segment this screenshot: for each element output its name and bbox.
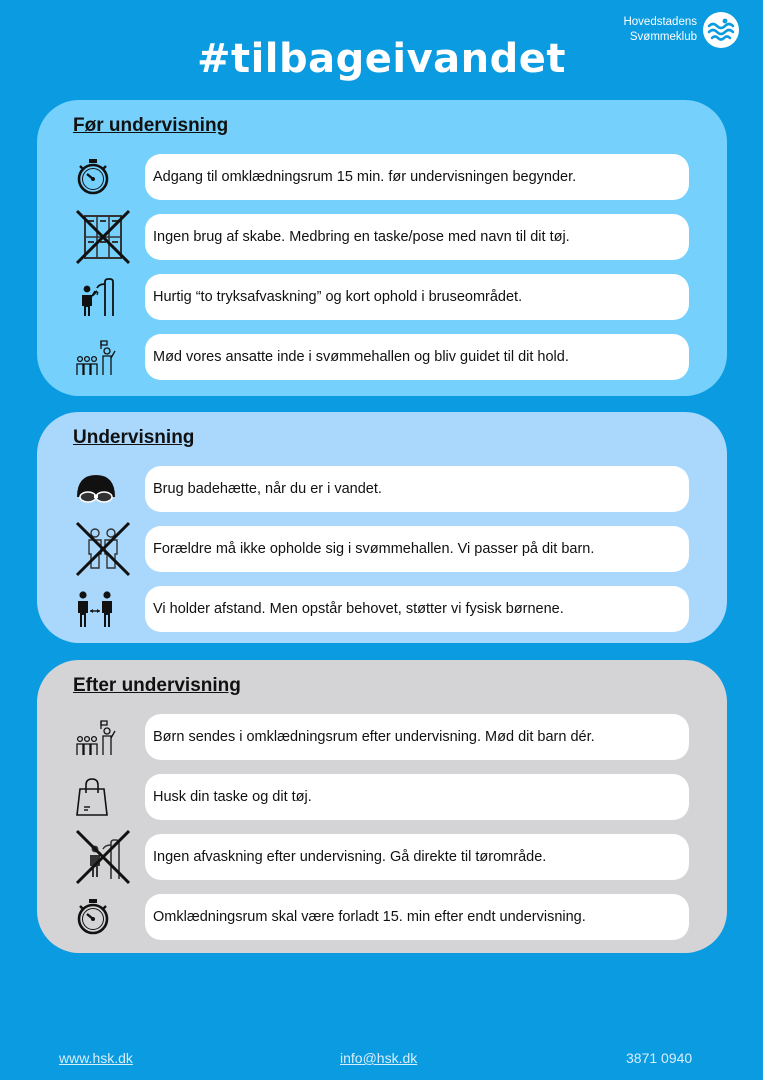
footer bbox=[0, 1050, 763, 1070]
list-item bbox=[73, 214, 691, 260]
rule-text: Hurtig “to tryksafvaskning” og kort ophold i bruseområdet. bbox=[145, 274, 689, 320]
guide-group-icon bbox=[73, 717, 145, 757]
section-title: Undervisning bbox=[73, 427, 195, 448]
logo-line-1: Hovedstadens bbox=[623, 16, 697, 28]
no-parents-icon bbox=[73, 521, 145, 577]
list-item bbox=[73, 274, 691, 320]
no-lockers-icon bbox=[73, 209, 145, 265]
section-after-lesson bbox=[37, 660, 727, 953]
list-item bbox=[73, 834, 691, 880]
section-during-lesson bbox=[37, 412, 727, 643]
website-link[interactable]: www.hsk.dk bbox=[59, 1050, 133, 1066]
rule-text: Børn sendes i omklædningsrum efter undervisning. Mød dit barn dér. bbox=[145, 714, 689, 760]
stopwatch-icon bbox=[73, 158, 145, 196]
page-title: #tilbageivandet bbox=[196, 36, 567, 82]
rule-text: Ingen brug af skabe. Medbring en taske/pose med navn til dit tøj. bbox=[145, 214, 689, 260]
distance-icon bbox=[73, 589, 145, 629]
email-link[interactable]: info@hsk.dk bbox=[340, 1050, 418, 1066]
swim-cap-icon bbox=[73, 473, 145, 505]
shower-icon bbox=[73, 276, 145, 318]
phone-number: 3871 0940 bbox=[626, 1050, 693, 1066]
list-item bbox=[73, 774, 691, 820]
list-item bbox=[73, 894, 691, 940]
list-item bbox=[73, 154, 691, 200]
rule-text: Adgang til omklædningsrum 15 min. før undervisningen begynder. bbox=[145, 154, 689, 200]
list-item bbox=[73, 526, 691, 572]
rule-text: Mød vores ansatte inde i svømmehallen og bliv guidet til dit hold. bbox=[145, 334, 689, 380]
rule-text: Ingen afvaskning efter undervisning. Gå direkte til tørområde. bbox=[145, 834, 689, 880]
rule-text: Brug badehætte, når du er i vandet. bbox=[145, 466, 689, 512]
section-title: Efter undervisning bbox=[73, 675, 241, 696]
no-shower-icon bbox=[73, 829, 145, 885]
list-item bbox=[73, 714, 691, 760]
section-before-lesson bbox=[37, 100, 727, 396]
rule-text: Forældre må ikke opholde sig i svømmehallen. Vi passer på dit barn. bbox=[145, 526, 689, 572]
stopwatch-icon bbox=[73, 898, 145, 936]
section-title: Før undervisning bbox=[73, 115, 229, 136]
bag-icon bbox=[73, 777, 145, 817]
list-item bbox=[73, 334, 691, 380]
list-item bbox=[73, 586, 691, 632]
logo-line-2: Svømmeklub bbox=[629, 31, 697, 43]
rule-text: Husk din taske og dit tøj. bbox=[145, 774, 689, 820]
guide-group-icon bbox=[73, 337, 145, 377]
rule-text: Vi holder afstand. Men opstår behovet, støtter vi fysisk børnene. bbox=[145, 586, 689, 632]
rule-text: Omklædningsrum skal være forladt 15. min efter endt undervisning. bbox=[145, 894, 689, 940]
list-item bbox=[73, 466, 691, 512]
